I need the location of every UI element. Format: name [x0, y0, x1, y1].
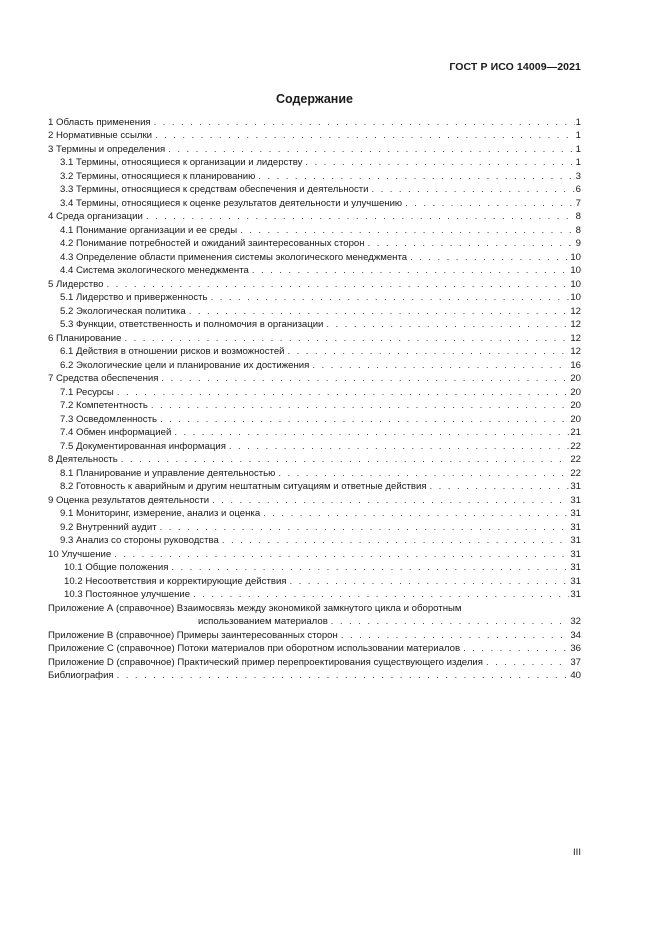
toc-entry-page: 31 — [570, 521, 581, 533]
toc-entry-page: 20 — [570, 413, 581, 425]
toc-entry[interactable] — [48, 197, 581, 211]
toc-entry-page: 12 — [570, 346, 581, 357]
toc-leader — [372, 183, 575, 197]
toc-leader — [240, 224, 575, 238]
toc-leader — [288, 345, 570, 359]
toc-entry-page: 20 — [570, 386, 581, 398]
toc-entry-page: 7 — [575, 197, 581, 209]
toc-entry-page: 12 — [570, 305, 581, 317]
toc-leader — [229, 440, 569, 454]
toc-leader — [405, 197, 575, 211]
toc-entry-label: 7.1 Ресурсы — [60, 386, 114, 398]
toc-entry[interactable] — [48, 386, 581, 400]
toc-leader — [117, 669, 570, 683]
toc-entry[interactable] — [48, 426, 581, 440]
toc-leader — [168, 143, 574, 157]
toc-entry-label: 9.2 Внутренний аудит — [60, 521, 157, 533]
toc-entry[interactable] — [48, 440, 581, 454]
toc-entry[interactable] — [48, 548, 581, 562]
toc-entry-label: Библиография — [48, 670, 114, 681]
toc-entry-page: 1 — [575, 157, 581, 168]
toc-entry-label: 9.3 Анализ со стороны руководства — [60, 535, 219, 546]
toc-entry[interactable] — [48, 332, 581, 346]
toc-entry-label: 7.2 Компетентность — [60, 400, 148, 411]
toc-entry[interactable] — [48, 629, 581, 643]
toc-entry-label: 9 Оценка результатов деятельности — [48, 494, 210, 506]
toc-entry[interactable] — [48, 116, 581, 130]
toc-entry-label: 2 Нормативные ссылки — [48, 130, 153, 141]
toc-leader — [252, 264, 570, 278]
table-of-contents — [48, 116, 581, 683]
toc-entry-page: 20 — [570, 400, 581, 411]
toc-entry-label: 5 Лидерство — [48, 278, 104, 290]
toc-entry-label: 7 Средства обеспечения — [48, 373, 159, 384]
toc-entry-page: 31 — [570, 535, 581, 546]
toc-entry-page: 12 — [570, 332, 581, 344]
toc-entry-label: 7.5 Документированная информация — [60, 440, 226, 452]
toc-entry[interactable] — [48, 224, 581, 238]
toc-entry-page: 37 — [570, 656, 581, 668]
toc-entry-page: 12 — [570, 319, 581, 330]
toc-entry[interactable] — [48, 291, 581, 305]
toc-entry-page: 6 — [575, 184, 581, 195]
toc-entry-label: Приложение С (справочное) Потоки материалов при оборотном использовании материалов — [48, 643, 461, 654]
toc-entry-label: 10 Улучшение — [48, 548, 112, 560]
toc-entry[interactable] — [48, 480, 581, 494]
toc-entry-page: 22 — [570, 467, 581, 479]
toc-leader — [155, 129, 575, 143]
toc-entry[interactable] — [48, 642, 581, 656]
toc-entry-label: 5.3 Функции, ответственность и полномочия в организации — [60, 319, 324, 330]
toc-entry[interactable] — [48, 237, 581, 251]
toc-entry-label: Приложение В (справочное) Примеры заинтересованных сторон — [48, 629, 338, 641]
toc-entry[interactable] — [48, 156, 581, 170]
toc-entry[interactable] — [48, 345, 581, 359]
toc-entry-page: 32 — [570, 616, 581, 627]
toc-entry[interactable] — [48, 588, 581, 602]
toc-entry-label: 4.3 Определение области применения системы экологического менеджмента — [60, 251, 408, 263]
standard-header: ГОСТ Р ИСО 14009—2021 — [449, 61, 581, 73]
toc-entry-page: 8 — [575, 211, 581, 222]
toc-entry-page: 1 — [575, 116, 581, 128]
toc-entry-label: 8.1 Планирование и управление деятельностью — [60, 467, 276, 479]
toc-entry-page: 31 — [570, 548, 581, 560]
toc-leader — [486, 656, 569, 670]
toc-entry[interactable] — [48, 413, 581, 427]
toc-leader — [193, 588, 569, 602]
toc-entry-label: 8.2 Готовность к аварийным и другим нештатным ситуациям и ответные действия — [60, 481, 427, 492]
toc-entry-page: 1 — [575, 143, 581, 155]
toc-entry[interactable] — [48, 561, 581, 575]
toc-entry[interactable] — [48, 359, 581, 373]
toc-entry[interactable] — [48, 129, 581, 143]
toc-entry-page: 34 — [570, 629, 581, 641]
toc-entry[interactable] — [48, 521, 581, 535]
toc-entry-page: 31 — [570, 494, 581, 506]
toc-entry-label: Приложение D (справочное) Практический пример перепроектирования существующего изделия — [48, 656, 483, 668]
toc-entry-page: 10 — [570, 265, 581, 276]
toc-entry-page: 8 — [575, 224, 581, 236]
toc-entry-label: 5.2 Экологическая политика — [60, 305, 186, 317]
toc-entry-label: 4.1 Понимание организации и ее среды — [60, 224, 238, 236]
toc-entry[interactable] — [48, 278, 581, 292]
toc-entry-label: 3.4 Термины, относящиеся к оценке результатов деятельности и улучшению — [60, 197, 403, 209]
toc-entry-page: 31 — [570, 562, 581, 573]
toc-entry[interactable] — [48, 305, 581, 319]
toc-entry-label: Приложение А (справочное) Взаимосвязь между экономикой замкнутого цикла и оборотным — [48, 602, 462, 614]
toc-entry-label: 10.1 Общие положения — [64, 562, 169, 573]
toc-entry[interactable] — [48, 507, 581, 521]
toc-entry[interactable] — [48, 372, 581, 386]
toc-entry-label: 4.4 Система экологического менеджмента — [60, 265, 249, 276]
toc-entry-label: 10.3 Постоянное улучшение — [64, 589, 191, 600]
toc-entry-page: 10 — [570, 251, 581, 263]
toc-entry[interactable] — [48, 143, 581, 157]
toc-entry-label: 3.2 Термины, относящиеся к планированию — [60, 170, 256, 182]
toc-entry[interactable] — [48, 318, 581, 332]
toc-leader — [463, 642, 569, 656]
toc-leader — [151, 399, 569, 413]
toc-leader — [161, 372, 569, 386]
toc-leader — [146, 210, 575, 224]
toc-entry-page: 31 — [570, 575, 581, 587]
toc-leader — [222, 534, 570, 548]
toc-leader — [258, 170, 574, 184]
toc-leader — [160, 413, 569, 427]
toc-leader — [160, 521, 570, 535]
toc-entry-page: 1 — [575, 130, 581, 141]
toc-entry-page: 36 — [570, 643, 581, 654]
toc-leader — [212, 494, 569, 508]
toc-leader — [331, 615, 570, 629]
toc-leader — [341, 629, 570, 643]
toc-entry-label: 6 Планирование — [48, 332, 122, 344]
toc-entry-label: 9.1 Мониторинг, измерение, анализ и оценка — [60, 508, 261, 519]
toc-entry[interactable] — [48, 251, 581, 265]
toc-leader — [263, 507, 569, 521]
toc-entry[interactable] — [48, 602, 581, 616]
toc-leader — [312, 359, 569, 373]
toc-leader — [430, 480, 570, 494]
toc-entry-page: 3 — [575, 170, 581, 182]
toc-entry-page: 22 — [570, 454, 581, 465]
toc-entry[interactable] — [48, 183, 581, 197]
toc-entry-label: 6.2 Экологические цели и планирование их достижения — [60, 359, 310, 371]
toc-entry-label: 7.4 Обмен информацией — [60, 427, 172, 438]
toc-entry[interactable] — [48, 534, 581, 548]
toc-leader — [117, 386, 569, 400]
toc-entry[interactable] — [48, 453, 581, 467]
toc-entry-continuation[interactable] — [48, 615, 581, 629]
toc-entry-label: 1 Область применения — [48, 116, 151, 128]
toc-entry-page: 31 — [570, 589, 581, 600]
toc-entry-page: 10 — [570, 292, 581, 303]
toc-entry[interactable] — [48, 210, 581, 224]
toc-entry[interactable] — [48, 399, 581, 413]
toc-leader — [326, 318, 569, 332]
toc-entry-label: 10.2 Несоответствия и корректирующие действия — [64, 575, 287, 587]
toc-entry[interactable] — [48, 467, 581, 481]
toc-entry[interactable] — [48, 669, 581, 683]
toc-entry-label: 5.1 Лидерство и приверженность — [60, 292, 208, 303]
toc-entry-page: 21 — [570, 427, 581, 438]
toc-entry-page: 31 — [570, 481, 581, 492]
toc-leader — [121, 453, 570, 467]
toc-leader — [189, 305, 570, 319]
toc-entry-label: 3.3 Термины, относящиеся к средствам обеспечения и деятельности — [60, 184, 369, 195]
toc-leader — [124, 332, 569, 346]
toc-leader — [171, 561, 569, 575]
toc-entry-label: 3.1 Термины, относящиеся к организации и лидерству — [60, 157, 303, 168]
toc-entry[interactable] — [48, 656, 581, 670]
toc-leader — [305, 156, 574, 170]
toc-entry-label: использованием материалов — [198, 616, 328, 627]
toc-leader — [114, 548, 569, 562]
toc-entry-page: 9 — [575, 238, 581, 249]
toc-entry-page: 16 — [570, 359, 581, 371]
toc-entry[interactable] — [48, 494, 581, 508]
toc-entry-label: 3 Термины и определения — [48, 143, 166, 155]
toc-entry[interactable] — [48, 264, 581, 278]
toc-entry-page: 31 — [570, 508, 581, 519]
page-title: Содержание — [275, 92, 353, 106]
toc-leader — [368, 237, 575, 251]
toc-entry-page: 10 — [570, 278, 581, 290]
toc-entry-label: 4 Среда организации — [48, 211, 143, 222]
toc-entry-label: 4.2 Понимание потребностей и ожиданий заинтересованных сторон — [60, 238, 365, 249]
toc-leader — [211, 291, 570, 305]
toc-leader — [106, 278, 569, 292]
toc-entry-label: 8 Деятельность — [48, 454, 118, 465]
toc-entry[interactable] — [48, 575, 581, 589]
toc-leader — [174, 426, 569, 440]
page-number: III — [573, 847, 581, 858]
toc-leader — [154, 116, 575, 130]
toc-leader — [410, 251, 569, 265]
toc-entry-label: 7.3 Осведомленность — [60, 413, 157, 425]
toc-entry-page: 20 — [570, 373, 581, 384]
toc-entry-label: 6.1 Действия в отношении рисков и возможностей — [60, 346, 285, 357]
toc-leader — [278, 467, 569, 481]
toc-entry-page: 40 — [570, 670, 581, 681]
toc-entry[interactable] — [48, 170, 581, 184]
toc-leader — [290, 575, 570, 589]
toc-entry-page: 22 — [570, 440, 581, 452]
